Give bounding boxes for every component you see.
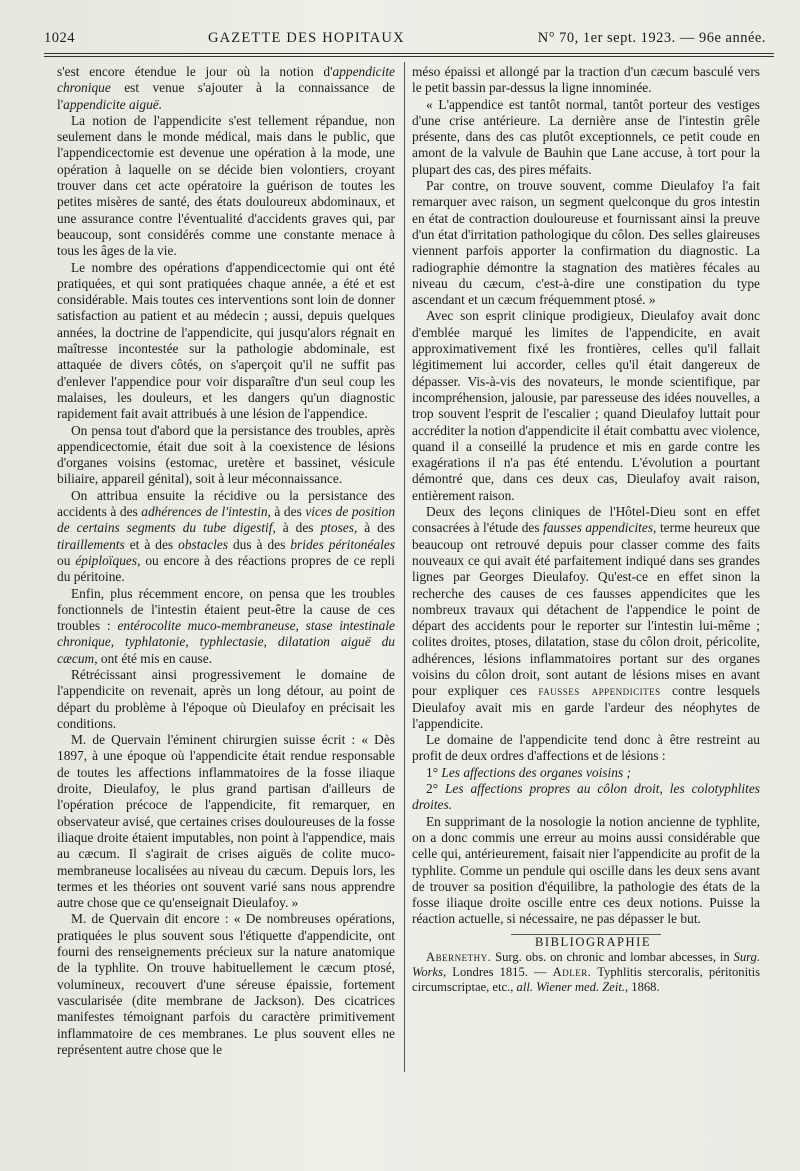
paragraph: On attribua ensuite la récidive ou la persistance des accidents à des adhérences de l'intestin, à des vices de position de certains segments du tube digestif, à des ptoses, à des tiraillements et à des obstacles dus à des brides péritonéales ou épiploïques, ou encore à des réactions propres de ce repli du péritoine. xyxy=(57,487,396,585)
paragraph: La notion de l'appendicite s'est tellement répandue, non seulement dans le monde médical, mais dans le public, que l'appendicectomie est devenue une opération à la mode, une opération à laquelle on se décide bien volontiers, croyant trouver dans cet acte opératoire la guérison de toutes les petites misères de santé, des états douloureux abdominaux, et une assurance contre l'éventualité d'accidents graves qui, par beaucoup, sont considérés comme une constante menace à tous les âges de la vie. xyxy=(57,112,395,259)
column-divider xyxy=(404,62,405,1072)
paragraph: s'est encore étendue le jour où la notion d'appendicite chronique est venue s'ajouter à la connaissance de l'appendicite aiguë. xyxy=(57,64,395,112)
paragraph: Avec son esprit clinique prodigieux, Dieulafoy avait donc d'emblée marqué les limites de l'appendicite, en avait approximativement fixé les frontières, celles qu'il fallait légitimement lui accorder, celles qu'il était dangereux de dépasser. Vis-à-vis des novateurs, le monde scientifique, par incompréhension, jalousie, par paresseuse des idées nouvelles, a trop souvent l'esprit de l'escalier ; quand Dieulafoy luttait pour accréditer la notion d'appendicite il était combattu avec violence, quand il a conseillé la prudence et mis en garde contre les exagérations il n'a pas été entendu. L'évolution a pourtant démontré que, dans ces deux cas, Dieulafoy avait raison, entièrement raison. xyxy=(412,308,760,503)
right-column xyxy=(412,64,760,995)
page-number: 1024 xyxy=(44,30,75,46)
paragraph: M. de Quervain l'éminent chirurgien suisse écrit : « Dès 1897, à une époque où l'appendicite était rendue responsable de toutes les affections inflammatoires de la fosse iliaque droite, Dieulafoy, le plus grand partisan d'ailleurs de l'opération précoce de l'appendicite, fit remarquer, en observateur avisé, que certaines crises douloureuses de la fosse iliaque droite étaient imputables, non point à l'appendice, mais au cæcum. Il s'agirait de crises aiguës de colite muco-membraneuse localisées au niveau du cæcum. Depuis lors, les termes et les théories ont souvent varié sans nous apprendre autre chose que ce qu'enseignait Dieulafoy. » xyxy=(57,732,395,911)
paragraph: « L'appendice est tantôt normal, tantôt porteur des vestiges d'une crise antérieure. La dernière anse de l'intestin grêle présente, dans des cas plutôt exceptionnels, ce petit coude en amont de la valvule de Bauhin que Lane accuse, à tort pour la plupart des cas, des pires méfaits. xyxy=(412,96,760,177)
paragraph: Deux des leçons cliniques de l'Hôtel-Dieu sont en effet consacrées à l'étude des fausses appendicites, terme heureux que beaucoup ont retrouvé depuis pour classer comme des faits nouveaux ce qui avait été parfaitement indiqué dans ses grandes lignes par Georges Dieulafoy. Qu'est-ce en effet sinon la recherche des causes de ces fausses appendicites que les nombreux travaux qui détachent de l'appendice le point de départ des accidents pour le reporter sur l'intestin lui-même ; colites droites, ptoses, dilatation, stase du côlon droit, péricolite, adhérences, lésions inflammatoires portant sur des organes voisins du côlon droit, sont autant de lésions mises en avant pour expliquer ces fausses appendicites contre lesquels Dieulafoy avait mis en garde l'ardeur des néophytes de l'appendicite. xyxy=(412,504,760,731)
paragraph: méso épaissi et allongé par la traction d'un cæcum basculé vers le petit bassin par-dessus la ligne innominée. xyxy=(412,64,760,96)
issue-info: N° 70, 1er sept. 1923. — 96e année. xyxy=(537,30,766,46)
bibliography xyxy=(412,935,760,995)
paragraph: En supprimant de la nosologie la notion ancienne de typhlite, on a donc commis une erreur au moins aussi considérable que celle qui, antérieurement, faisait nier l'appendicite au profit de la typhlite. Comme un pendule qui oscille dans les deux sens avant de trouver sa position d'équilibre, la pathologie des états de la fosse iliaque droite oscille entre ces deux notions. Puisse la réaction actuelle, si nécessaire, ne pas dépasser le but. xyxy=(412,813,760,927)
journal-title: GAZETTE DES HOPITAUX xyxy=(207,30,405,46)
paragraph: On pensa tout d'abord que la persistance des troubles, après appendicectomie, était due soit à la coexistence de lésions d'organes voisins (estomac, uretère et bassinet, vésicule biliaire, appareil génital), soit à leur méconnaissance. xyxy=(57,422,395,487)
paragraph: Enfin, plus récemment encore, on pensa que les troubles fonctionnels de l'intestin étaient peut-être la cause de ces troubles : entérocolite muco-membraneuse, stase intestinale chronique, typhlatonie, typhlectasie, dilatation aiguë du cæcum, ont été mis en cause. xyxy=(57,585,395,666)
paragraph: Le domaine de l'appendicite tend donc à être restreint au profit de deux ordres d'affections et de lésions : xyxy=(412,732,760,764)
paragraph: M. de Quervain dit encore : « De nombreuses opérations, pratiquées le plus souvent sous l'étiquette d'appendicite, ont fourni des renseignements précieux sur la nature anatomique de la typhlite. On trouve habituellement le cæcum ptosé, volumineux, recouvert d'une séreuse épaissie, fortement vascularisée (dite membrane de Jackson). Des cicatrices manifestes témoignant parfois du caractère primitivement inflammatoire de ces membranes. Le plus souvent elles ne représentent autre chose que le xyxy=(57,911,395,1057)
bibliography-entry: Abernethy. Surg. obs. on chronic and lombar abcesses, in Surg. Works, Londres 1815. — Adler. Typhlitis stercoralis, péritonitis circumscriptae, etc., all. Wiener med. Zeit., 1868. xyxy=(412,949,760,994)
paragraph: Par contre, on trouve souvent, comme Dieulafoy l'a fait remarquer avec raison, un segment quelconque du gros intestin en état de contraction douloureuse et fournissant ainsi la preuve d'un état d'irritation pathologique du côlon. Des selles glaireuses viennent parfois apporter la confirmation du diagnostic. La radiographie démontre la stagnation des matières fécales au niveau du cæcum, c'est-à-dire une constipation du type ascendant et un cæcum fréquemment ptosé. » xyxy=(412,178,760,308)
page-header xyxy=(44,30,766,47)
list-item: 1° Les affections des organes voisins ; xyxy=(426,764,631,780)
bibliography-heading: BIBLIOGRAPHIE xyxy=(534,934,652,949)
left-column xyxy=(57,64,395,1058)
list-item: 2° Les affections propres au côlon droit, les colotyphlites droites. xyxy=(412,781,760,813)
header-rule xyxy=(44,53,774,57)
paragraph: Rétrécissant ainsi progressivement le domaine de l'appendicite on revenait, après un long détour, au point de départ du problème à l'époque où Dieulafoy en précisait les conditions. xyxy=(57,666,395,731)
paragraph: Le nombre des opérations d'appendicectomie qui ont été pratiquées, et qui sont pratiquées chaque année, a été et est considérable. Mais toutes ces interventions sont loin de donner satisfaction au patient et au médecin ; aussi, depuis quelques années, la doctrine de l'appendicite, qui jusqu'alors régnait en maîtresse incontestée sur la pathologie abdominale, est attaquée de divers côtés, on s'aperçoit qu'il ne suffit pas d'enlever l'appendice pour voir disparaître d'un seul coup les malaises, les douleurs, et les dangers qu'un diagnostic rapidement fait avait attribués à une lésion de l'appendice. xyxy=(57,259,395,422)
